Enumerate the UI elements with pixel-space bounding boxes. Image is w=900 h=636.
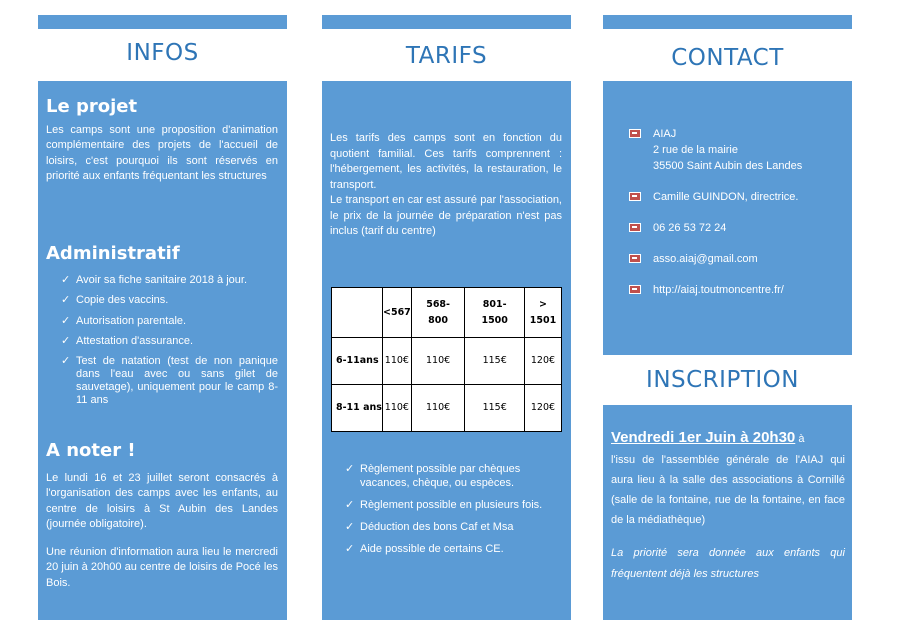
tarifs-top-bar	[322, 15, 571, 29]
table-cell: 120€	[524, 338, 561, 385]
checkmark-icon: ✓	[345, 463, 355, 475]
table-corner-cell	[332, 288, 383, 338]
envelope-icon	[629, 254, 641, 263]
inscription-date-suffix: à	[798, 433, 805, 445]
table-header-cell: > 1501	[524, 288, 561, 338]
admin-list	[46, 273, 278, 407]
table-cell: 110€	[411, 385, 465, 432]
table-cell: 115€	[465, 385, 525, 432]
table-cell: 115€	[465, 338, 525, 385]
table-cell: 110€	[411, 338, 465, 385]
admin-item: ✓ Attestation d'assurance.	[46, 334, 278, 350]
tarifs-list	[330, 462, 554, 561]
phone-number: 06 26 53 72 24	[653, 222, 727, 234]
inscription-details: l'issu de l'assemblée générale de l'AIAJ qui aura lieu à la salle des associations à Cornillé (salle de la fontaine, rue de la fontaine, en face de la médiathèque)	[611, 454, 845, 526]
checkmark-icon: ✓	[61, 294, 71, 306]
envelope-icon	[629, 129, 641, 138]
checkmark-icon: ✓	[61, 335, 71, 347]
contact-heading: CONTACT	[671, 45, 784, 71]
checkmark-icon: ✓	[61, 314, 71, 327]
tarifs-item: ✓ Aide possible de certains CE.	[345, 543, 504, 555]
infos-top-bar	[38, 15, 287, 29]
table-row-label: 6-11ans	[332, 338, 383, 385]
inscription-date: Vendredi 1er Juin à 20h30	[611, 429, 796, 446]
tarifs-intro-2: Le transport en car est assuré par l'association, le prix de la journée de préparation n'est pas inclus (tarif du centre)	[330, 194, 562, 237]
table-row	[332, 338, 562, 385]
tarifs-panel	[322, 81, 571, 620]
website-link[interactable]: http://aiaj.toutmoncentre.fr/	[653, 284, 784, 296]
inscription-panel	[603, 405, 852, 620]
address-line1: 2 rue de la mairie	[653, 144, 738, 156]
envelope-icon	[629, 192, 641, 201]
projet-title: Le projet	[46, 96, 138, 117]
admin-item: ✓ Copie des vaccins.	[46, 293, 278, 309]
address-name: AIAJ	[653, 128, 677, 140]
table-row-label: 8-11 ans	[332, 385, 383, 432]
noter-text-1: Le lundi 16 et 23 juillet seront consacrés à l'organisation des camps avec les enfants, au centre de loisirs à St Aubin des Landes (journée obligatoire).	[46, 471, 278, 530]
contact-director	[629, 189, 844, 205]
table-header-cell: 801-1500	[465, 288, 525, 338]
inscription-priority: La priorité sera donnée aux enfants qui fréquentent déjà les structures	[611, 547, 845, 580]
tarifs-intro-1: Les tarifs des camps sont en fonction du quotient familial. Ces tarifs comprennent : l'hébergement, les activités, la restauration, le transport.	[330, 132, 562, 191]
tarifs-table	[331, 287, 562, 432]
inscription-date-line	[611, 427, 845, 450]
checkmark-icon: ✓	[345, 521, 355, 533]
projet-text: Les camps sont une proposition d'animation complémentaire des projets de l'accueil de loisirs, c'est pourquoi ils sont réservés en priorité aux enfants fréquentant les structures	[46, 123, 278, 182]
contact-email	[629, 251, 844, 267]
email-link[interactable]: asso.aiaj@gmail.com	[653, 253, 758, 265]
admin-item: ✓ Autorisation parentale.	[46, 314, 278, 330]
inscription-heading: INSCRIPTION	[646, 367, 799, 393]
table-cell: 110€	[383, 385, 412, 432]
infos-heading: INFOS	[126, 40, 199, 66]
contact-panel	[603, 81, 852, 355]
address-line2: 35500 Saint Aubin des Landes	[653, 160, 803, 172]
admin-item: ✓ Avoir sa fiche sanitaire 2018 à jour.	[46, 273, 278, 289]
infos-panel	[38, 81, 287, 620]
table-cell: 120€	[524, 385, 561, 432]
table-header-cell: 568-800	[411, 288, 465, 338]
noter-text-2: Une réunion d'information aura lieu le mercredi 20 juin à 20h00 au centre de loisirs de Pocé les Bois.	[46, 545, 278, 589]
contact-website	[629, 282, 844, 298]
admin-item: ✓ Test de natation (test de non panique dans l'eau avec ou sans gilet de sauvetage), uniquement pour le camp 8-11 ans	[61, 354, 278, 406]
table-row	[332, 385, 562, 432]
checkmark-icon: ✓	[61, 273, 71, 286]
table-header-cell: <567	[383, 288, 412, 338]
admin-title: Administratif	[46, 243, 180, 264]
tarifs-item: ✓ Déduction des bons Caf et Msa	[345, 521, 514, 533]
contact-address	[629, 126, 844, 174]
checkmark-icon: ✓	[345, 499, 355, 511]
table-header-row	[332, 288, 562, 338]
envelope-icon	[629, 223, 641, 232]
checkmark-icon: ✓	[345, 543, 355, 555]
tarifs-item: ✓ Règlement possible en plusieurs fois.	[345, 499, 543, 511]
contact-top-bar	[603, 15, 852, 29]
contact-phone	[629, 220, 844, 236]
noter-title: A noter !	[46, 440, 136, 461]
envelope-icon	[629, 285, 641, 294]
checkmark-icon: ✓	[61, 354, 71, 367]
tarifs-item: ✓ Règlement possible par chèques vacances, chèque, ou espèces.	[345, 463, 521, 489]
tarifs-heading: TARIFS	[405, 43, 488, 69]
table-cell: 110€	[383, 338, 412, 385]
director-name: Camille GUINDON, directrice.	[653, 191, 799, 203]
